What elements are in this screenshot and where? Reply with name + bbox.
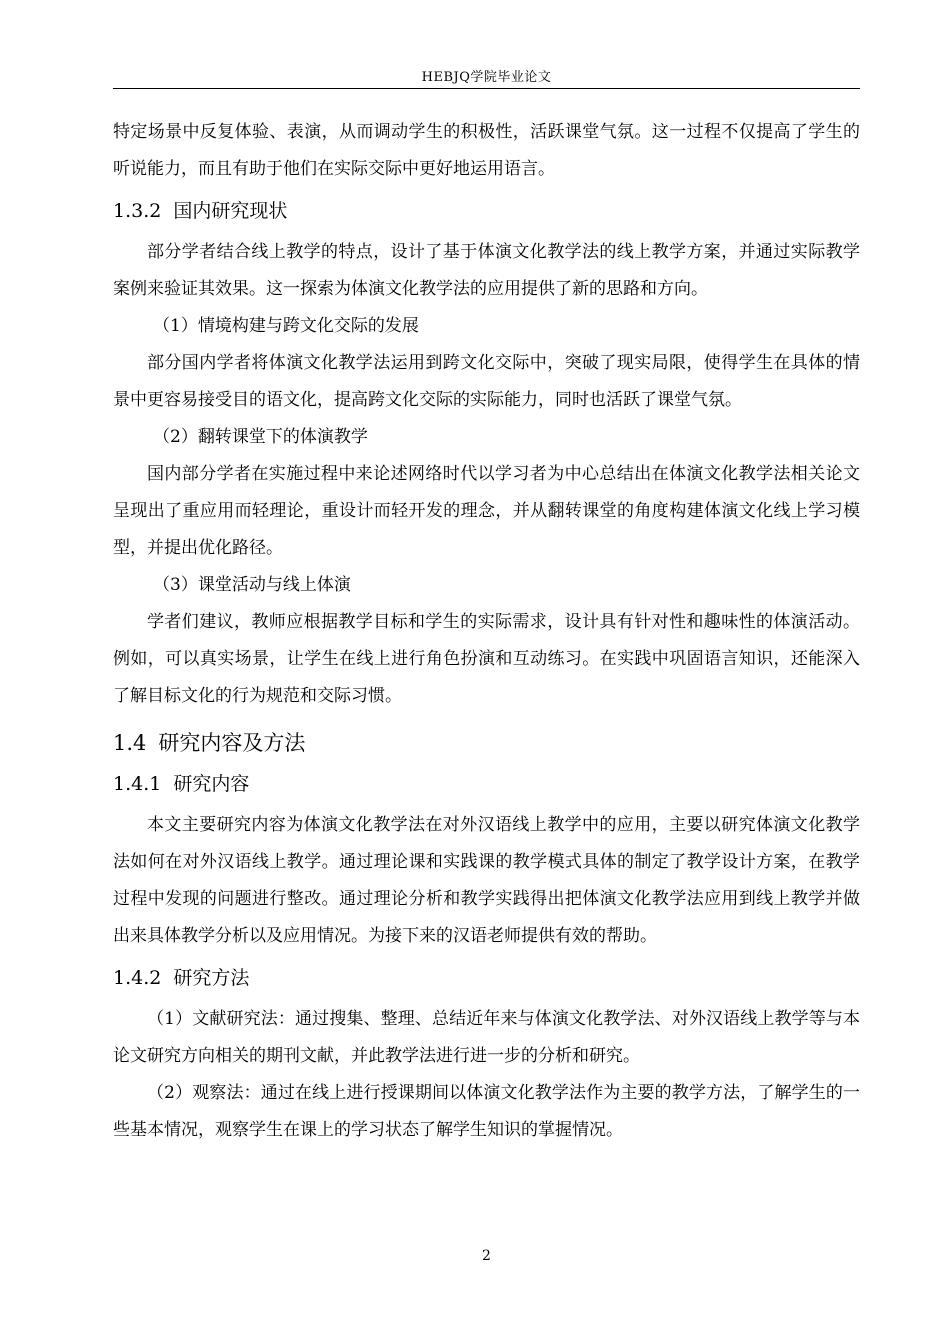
- paragraph: 部分国内学者将体演文化教学法运用到跨文化交际中，突破了现实局限，使得学生在具体的情景中更容易接受目的语文化，提高跨文化交际的实际能力，同时也活跃了课堂气氛。: [113, 353, 860, 410]
- paragraph: 部分学者结合线上教学的特点，设计了基于体演文化教学法的线上教学方案，并通过实际教学案例来验证其效果。这一探索为体演文化教学法的应用提供了新的思路和方向。: [113, 242, 860, 299]
- paragraph: 国内部分学者在实施过程中来论述网络时代以学习者为中心总结出在体演文化教学法相关论文呈现出了重应用而轻理论，重设计而轻开发的理念，并从翻转课堂的角度构建体演文化线上学习模型，并提出优化路径。: [113, 464, 860, 558]
- subheading: （3）课堂活动与线上体演: [153, 575, 351, 595]
- section-title: 研究内容: [173, 773, 250, 795]
- page-number: 2: [482, 1248, 491, 1264]
- section-title: 研究内容及方法: [158, 731, 306, 755]
- running-header: HEBJQ学院毕业论文: [421, 70, 552, 85]
- subheading: （2）翻转课堂下的体演教学: [153, 427, 368, 447]
- section-heading-1-4-2: [113, 961, 860, 995]
- section-heading-1-3-2: [113, 194, 860, 228]
- list-paragraph: （1）文献研究法：通过搜集、整理、总结近年来与体演文化教学法、对外汉语线上教学等与本论文研究方向相关的期刊文献，并此教学法进行进一步的分析和研究。: [113, 1009, 860, 1066]
- body-text: [113, 114, 860, 1149]
- section-heading-1-4-1: [113, 767, 860, 801]
- section-number: 1.4: [113, 731, 147, 755]
- section-title: 国内研究现状: [173, 200, 288, 222]
- section-heading-1-4: [113, 725, 860, 761]
- paragraph: 学者们建议，教师应根据教学目标和学生的实际需求，设计具有针对性和趣味性的体演活动。例如，可以真实场景，让学生在线上进行角色扮演和互动练习。在实践中巩固语言知识，还能深入了解目标文化的行为规范和交际习惯。: [113, 612, 860, 706]
- paragraph: 特定场景中反复体验、表演，从而调动学生的积极性，活跃课堂气氛。这一过程不仅提高了学生的听说能力，而且有助于他们在实际交际中更好地运用语言。: [113, 122, 860, 179]
- section-number: 1.4.2: [113, 967, 162, 989]
- section-number: 1.4.1: [113, 773, 162, 795]
- section-number: 1.3.2: [113, 200, 162, 222]
- list-paragraph: （2）观察法：通过在线上进行授课期间以体演文化教学法作为主要的教学方法，了解学生的一些基本情况，观察学生在课上的学习状态了解学生知识的掌握情况。: [113, 1083, 860, 1140]
- section-title: 研究方法: [173, 967, 250, 989]
- paragraph: 本文主要研究内容为体演文化教学法在对外汉语线上教学中的应用，主要以研究体演文化教学法如何在对外汉语线上教学。通过理论课和实践课的教学模式具体的制定了教学设计方案，在教学过程中发现的问题进行整改。通过理论分析和教学实践得出把体演文化教学法应用到线上教学并做出来具体教学分析以及应用情况。为接下来的汉语老师提供有效的帮助。: [113, 815, 860, 946]
- subheading: （1）情境构建与跨文化交际的发展: [153, 316, 419, 336]
- header-rule: [113, 88, 860, 89]
